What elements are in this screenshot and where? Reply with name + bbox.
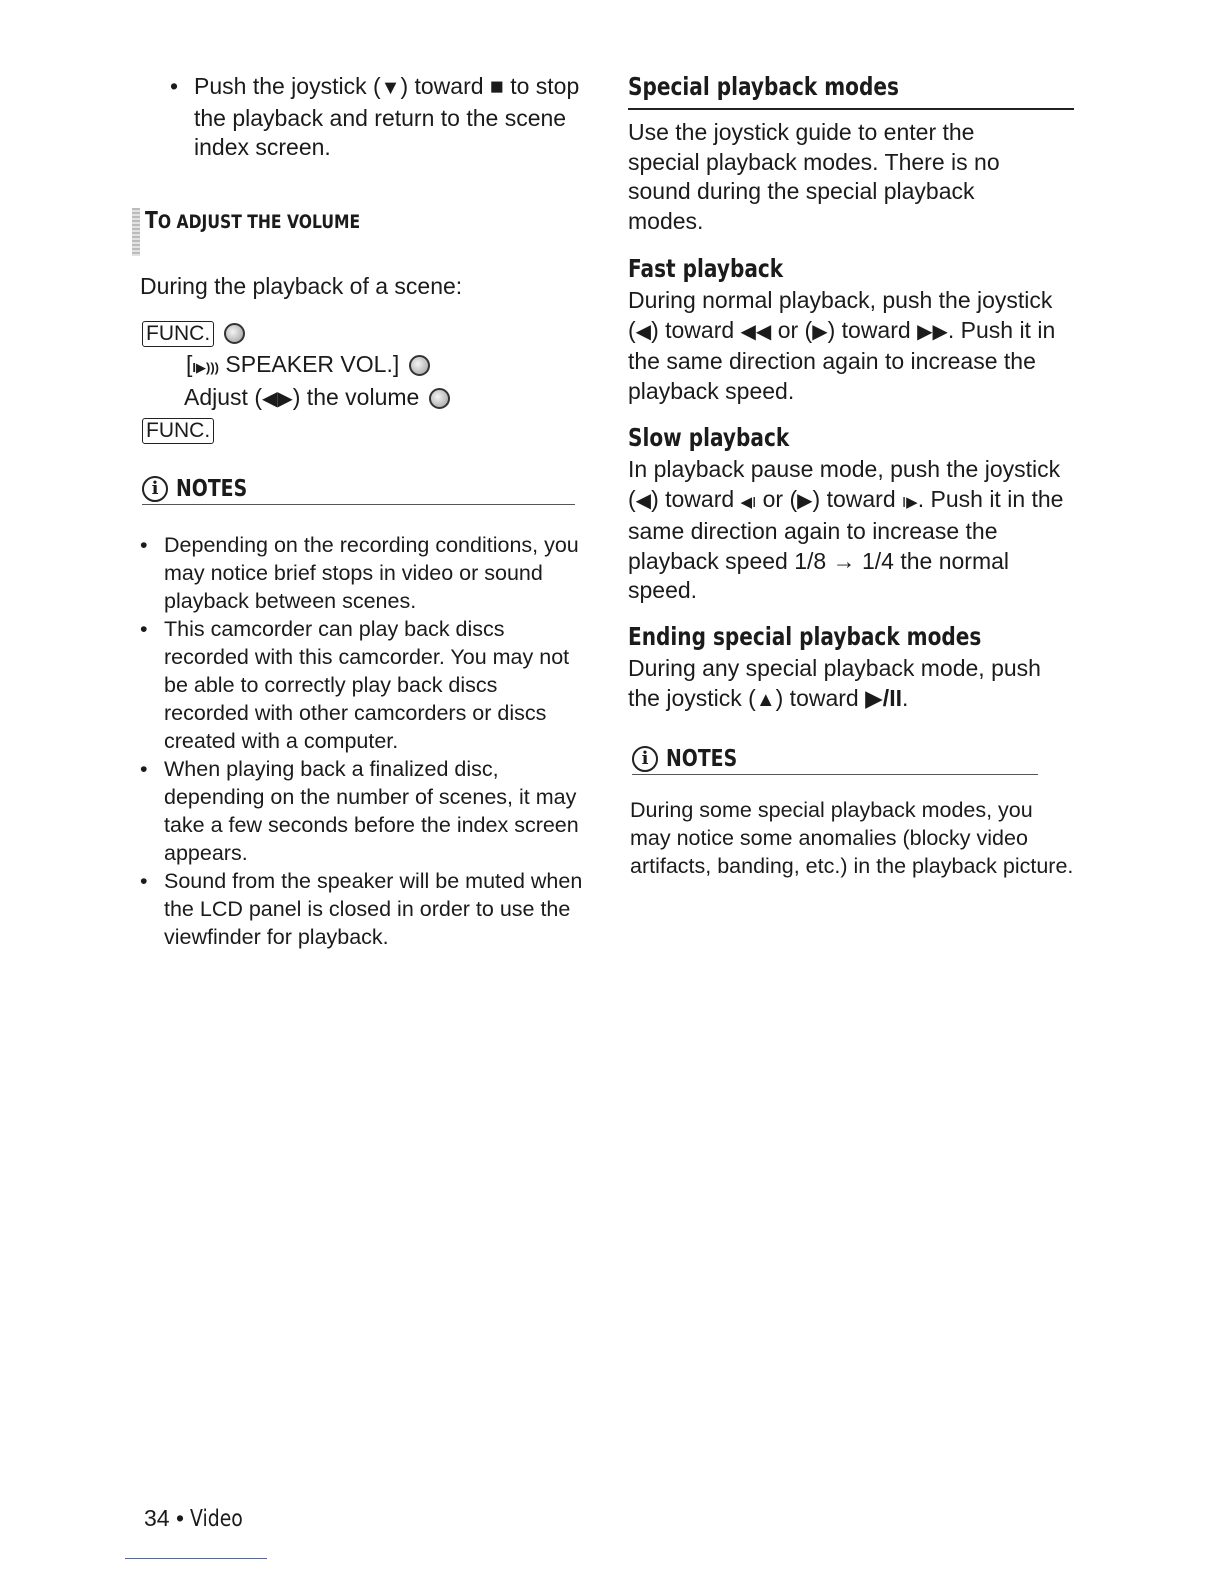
fast-forward-icon: ▶▶ — [917, 320, 948, 343]
footer-rule — [125, 1558, 267, 1559]
speaker-vol-label: SPEAKER VOL.] — [225, 351, 400, 377]
slow-text: In playback pause mode, push the joystick (◀) toward ◀I or (▶) toward I▶. Push it in the same direction again to increase the playback speed 1/8 → 1/4 the normal speed. — [628, 456, 1064, 603]
func-button[interactable]: FUNC. — [142, 418, 214, 444]
list-item: • Sound from the speaker will be muted when the LCD panel is closed in order to use the viewfinder for playback. — [140, 869, 583, 949]
top-bullet — [170, 72, 614, 163]
page-number: 34 — [144, 1505, 170, 1531]
notes-heading — [142, 476, 575, 505]
footer-section: Video — [190, 1506, 244, 1532]
down-arrow-icon: ▼ — [380, 77, 401, 99]
notes-list — [140, 531, 585, 951]
heading-initial: T — [145, 208, 158, 234]
adjust-text: ) the volume — [292, 384, 420, 410]
note-text: When playing back a finalized disc, depending on the number of scenes, it may take a few seconds before the index screen appears. — [164, 757, 579, 865]
note-text: Sound from the speaker will be muted when the LCD panel is closed in order to use the viewfinder for playback. — [164, 869, 583, 949]
bullet-text: to stop the playback and return to the scene index screen. — [194, 73, 580, 160]
page-footer — [144, 1505, 255, 1532]
section-header — [628, 72, 1074, 110]
bullet-text: ) toward — [400, 73, 490, 99]
fast-text: During normal playback, push the joystick (◀) toward ◀◀ or (▶) toward ▶▶. Push it in the same direction again to increase the playback speed. — [628, 287, 1056, 404]
slow-forward-icon: I▶ — [902, 493, 918, 511]
note-text: This camcorder can play back discs recorded with this camcorder. You may not be able to correctly play back discs recorded with other camcorders or discs created with a computer. — [164, 617, 570, 753]
notes-text: During some special playback modes, you may notice some anomalies (blocky video artifacts, banding, etc.) in the playback picture. — [630, 798, 1074, 878]
note-text: Depending on the recording conditions, you may notice brief stops in video or sound playback between scenes. — [164, 533, 579, 613]
info-icon: i — [632, 746, 658, 772]
heading-rest: O ADJUST THE VOLUME — [157, 211, 361, 233]
left-arrow-icon: ◀ — [635, 320, 652, 343]
left-arrow-icon: ◀ — [635, 489, 652, 512]
left-right-arrow-icon: ◀▶ — [261, 388, 293, 410]
play-pause-icon: ▶/II — [865, 684, 902, 711]
list-item: • This camcorder can play back discs recorded with this camcorder. You may not be able to correctly play back discs recorded with other camcorders or discs created with a computer. — [140, 617, 570, 753]
volume-steps — [142, 318, 582, 445]
rewind-icon: ◀◀ — [740, 320, 772, 343]
list-item: • Depending on the recording conditions, you may notice brief stops in video or sound playback between scenes. — [140, 533, 579, 613]
bracket: [ — [186, 351, 193, 377]
ending-playback — [628, 622, 1074, 715]
notes-heading — [632, 746, 1038, 775]
func-button[interactable]: FUNC. — [142, 321, 214, 347]
slow-playback — [628, 423, 1074, 606]
right-arrow-icon: ▶ — [797, 489, 813, 512]
up-arrow-icon: ▲ — [755, 688, 776, 711]
fast-playback — [628, 254, 1074, 406]
bullet-dot: • — [170, 73, 179, 99]
heading-marker — [132, 208, 140, 256]
volume-heading — [132, 208, 407, 256]
speaker-icon: I▶))) — [192, 360, 219, 375]
list-item: • When playing back a finalized disc, depending on the number of scenes, it may take a few seconds before the index screen appears. — [140, 757, 579, 865]
notes-title: NOTES — [666, 746, 738, 772]
footer-separator: • — [175, 1505, 185, 1531]
set-icon — [409, 355, 430, 376]
slow-title: Slow playback — [628, 423, 790, 452]
notes-title: NOTES — [176, 476, 248, 502]
volume-intro: During the playback of a scene: — [140, 273, 463, 299]
ending-title: Ending special playback modes — [628, 622, 982, 651]
volume-heading-text — [145, 208, 360, 234]
ending-text: During any special playback mode, push the joystick (▲) toward ▶/II. — [628, 655, 1041, 711]
set-icon — [224, 323, 245, 344]
adjust-text: Adjust ( — [184, 384, 262, 410]
info-icon: i — [142, 476, 168, 502]
slow-reverse-icon: ◀I — [740, 493, 757, 511]
set-icon — [429, 388, 450, 409]
fast-title: Fast playback — [628, 254, 784, 283]
section-intro: Use the joystick guide to enter the special playback modes. There is no sound during the special playback modes. — [628, 119, 1000, 234]
bullet-text: Push the joystick ( — [194, 73, 381, 99]
right-arrow-icon: ▶ — [812, 320, 828, 343]
stop-icon: ■ — [489, 73, 504, 99]
section-title: Special playback modes — [628, 72, 899, 101]
